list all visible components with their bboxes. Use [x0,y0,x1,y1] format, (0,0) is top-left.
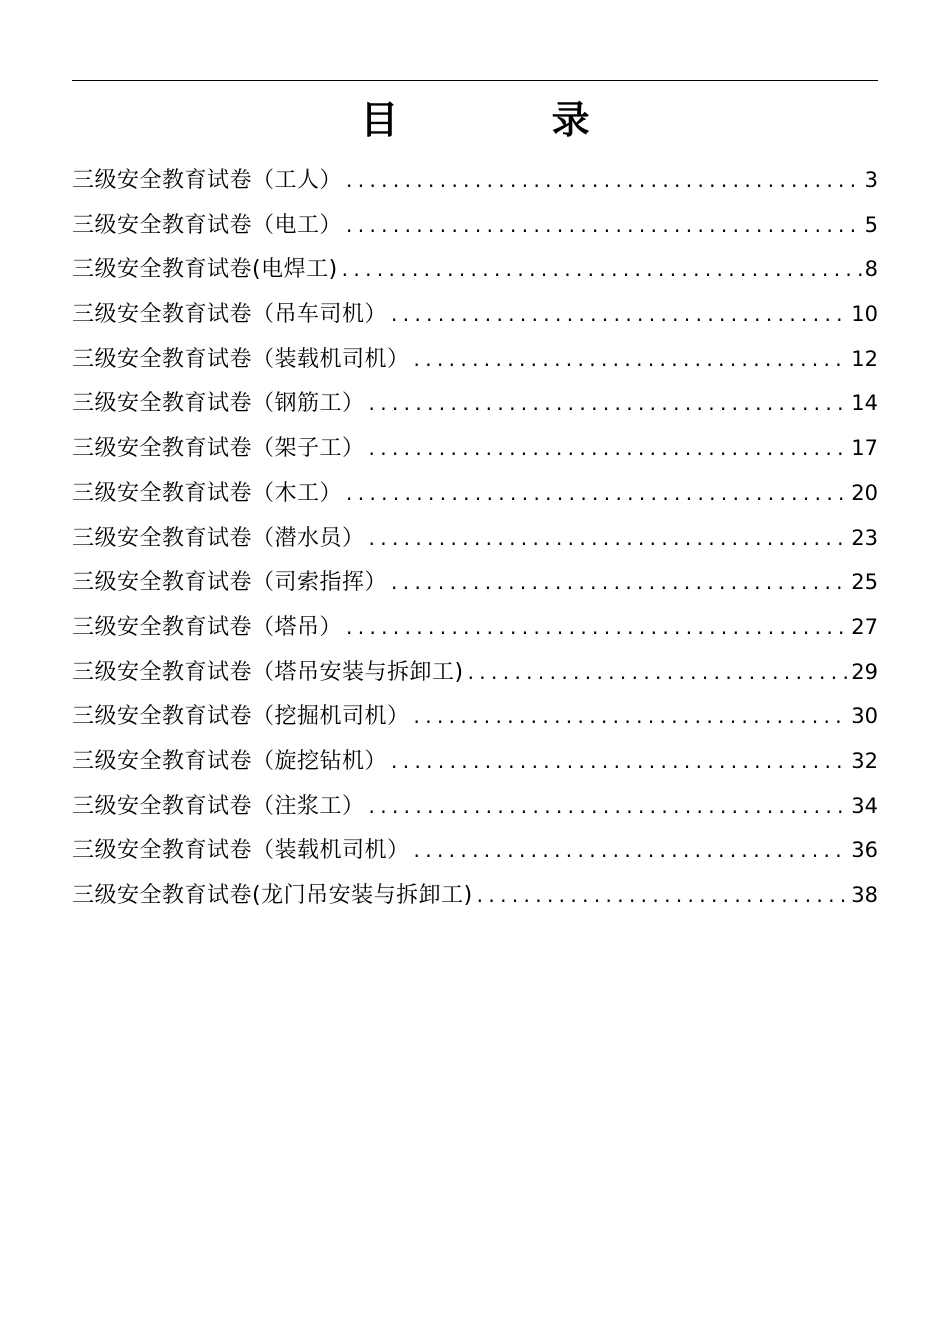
toc-entry[interactable] [72,426,878,471]
toc-entry[interactable] [72,381,878,426]
toc-entry-page: 36 [851,838,878,863]
header-rule [72,80,878,81]
toc-entry-title: 三级安全教育试卷（吊车司机） [72,302,388,328]
table-of-contents [72,158,878,918]
toc-entry[interactable] [72,337,878,382]
toc-entry-title: 三级安全教育试卷（装载机司机） [72,838,410,864]
toc-leader-dots [365,381,850,426]
toc-entry[interactable] [72,694,878,739]
toc-entry-title: 三级安全教育试卷（塔吊） [72,614,343,640]
toc-leader-dots [365,426,850,471]
toc-leader-dots [342,471,849,516]
toc-entry-title: 三级安全教育试卷（工人） [72,168,343,193]
toc-entry-title: 三级安全教育试卷(电焊工) [72,257,338,283]
toc-entry-page: 20 [851,480,878,505]
toc-entry[interactable] [72,784,878,829]
toc-entry-title: 三级安全教育试卷（装载机司机） [72,346,410,372]
toc-entry-title: 三级安全教育试卷（潜水员） [72,525,365,551]
toc-entry-page: 17 [851,436,878,461]
toc-leader-dots [464,650,850,695]
toc-entry-title: 三级安全教育试卷（挖掘机司机） [72,704,410,730]
toc-entry[interactable] [72,292,878,337]
toc-leader-dots [387,739,849,784]
toc-leader-dots [387,292,849,337]
toc-entry[interactable] [72,650,878,695]
toc-leader-dots [365,784,850,829]
toc-entry-page: 38 [851,883,878,907]
toc-entry-page: 30 [851,704,878,729]
toc-leader-dots [365,516,850,561]
toc-entry-title: 三级安全教育试卷（架子工） [72,436,365,462]
toc-entry-title: 三级安全教育试卷（钢筋工） [72,391,365,417]
toc-leader-dots [342,158,863,203]
toc-leader-dots [410,337,850,382]
toc-entry[interactable] [72,158,878,203]
toc-entry-page: 23 [851,525,878,550]
toc-entry[interactable] [72,471,878,516]
toc-entry-page: 34 [851,793,878,818]
toc-leader-dots [387,560,849,605]
toc-entry-page: 14 [851,391,878,416]
toc-entry-page: 8 [864,257,878,282]
toc-entry[interactable] [72,516,878,561]
toc-entry-title: 三级安全教育试卷（司索指挥） [72,570,388,596]
toc-entry-title: 三级安全教育试卷(龙门吊安装与拆卸工) [72,883,473,908]
toc-entry-page: 32 [851,748,878,773]
toc-entry[interactable] [72,605,878,650]
toc-entry-title: 三级安全教育试卷（塔吊安装与拆卸工) [72,659,464,685]
toc-leader-dots [342,203,863,248]
toc-entry-page: 3 [864,168,878,192]
page-title: 目 录 [360,98,660,142]
toc-entry[interactable] [72,873,878,918]
toc-entry-title: 三级安全教育试卷（电工） [72,212,343,238]
toc-entry[interactable] [72,203,878,248]
toc-leader-dots [473,873,850,918]
toc-leader-dots [410,828,850,873]
toc-leader-dots [410,694,850,739]
toc-entry-page: 29 [851,659,878,684]
toc-entry-title: 三级安全教育试卷（木工） [72,480,343,506]
toc-entry[interactable] [72,247,878,292]
toc-entry-page: 12 [851,346,878,371]
toc-entry-page: 25 [851,570,878,595]
toc-entry-page: 10 [851,302,878,327]
toc-entry-page: 27 [851,614,878,639]
toc-leader-dots [342,605,849,650]
toc-entry-title: 三级安全教育试卷（注浆工） [72,793,365,819]
toc-entry[interactable] [72,828,878,873]
toc-leader-dots [338,247,863,292]
toc-entry-title: 三级安全教育试卷（旋挖钻机） [72,748,388,774]
toc-entry-page: 5 [864,212,878,237]
toc-entry[interactable] [72,739,878,784]
toc-entry[interactable] [72,560,878,605]
